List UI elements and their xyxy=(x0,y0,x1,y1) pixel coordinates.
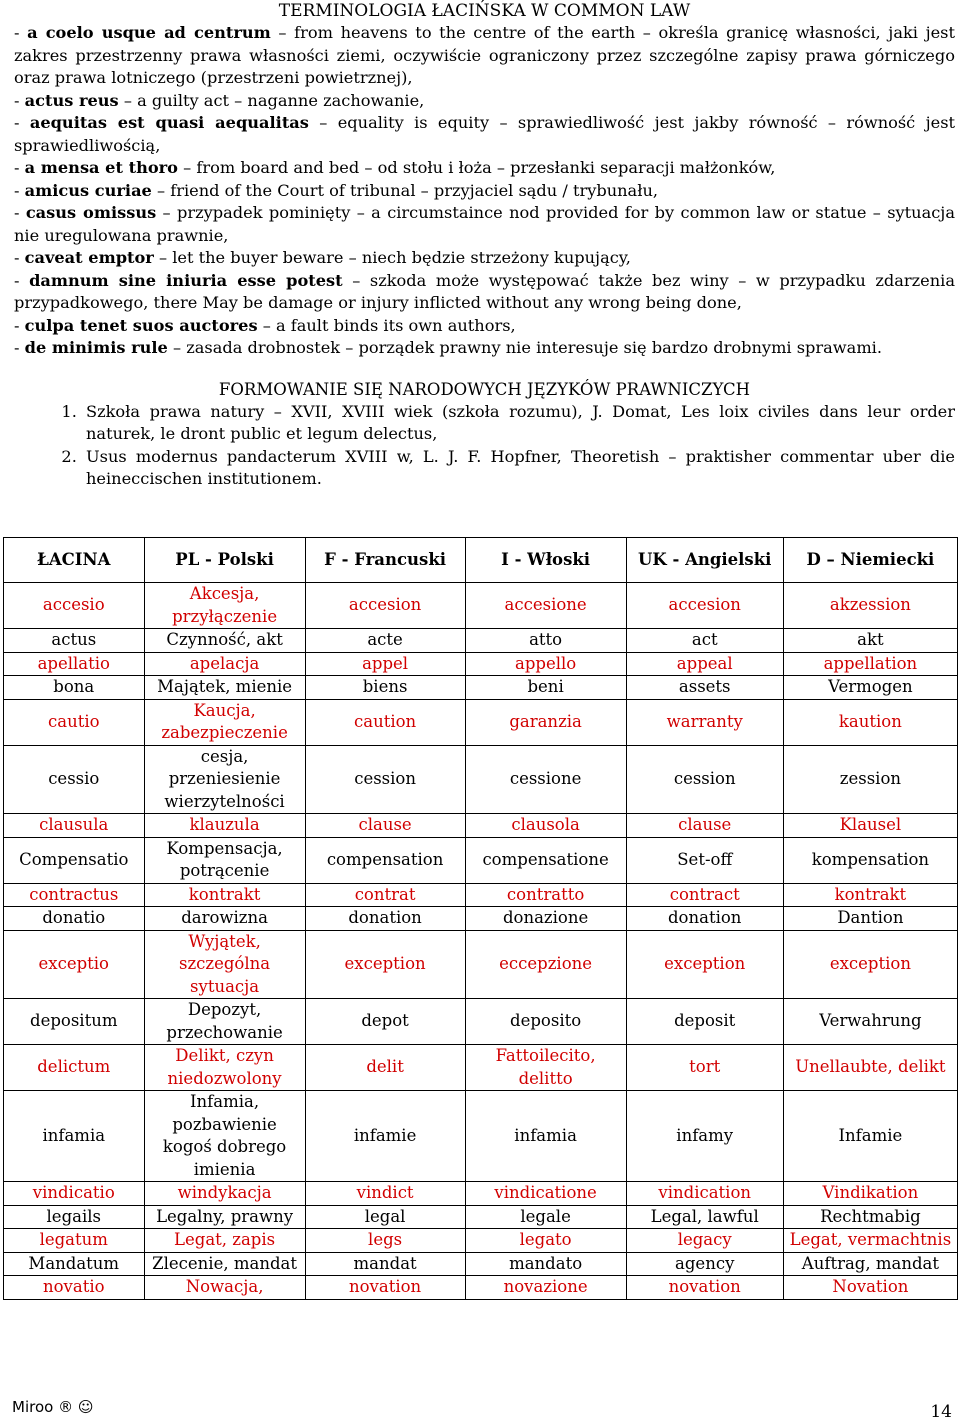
term-definition: – friend of the Court of tribunal – przyjaciel sądu / trybunału, xyxy=(151,180,659,200)
table-cell: Fattoilecito, delitto xyxy=(465,1045,626,1091)
table-cell: legal xyxy=(305,1205,465,1229)
table-cell: accesio xyxy=(4,583,145,629)
table-cell: cautio xyxy=(4,699,145,745)
term-entry xyxy=(14,90,955,113)
table-cell: Vermogen xyxy=(783,676,957,700)
list-item: 2. Usus modernus pandacterum XVIII w, L. J. F. Hopfner, Theoretish – praktisher commentar uber die heineccischen institutionem. xyxy=(82,446,955,491)
table-cell: Kaucja, zabezpieczenie xyxy=(144,699,305,745)
table-cell: acte xyxy=(305,629,465,653)
table-cell: infamia xyxy=(4,1091,145,1182)
table-cell: Akcesja, przyłączenie xyxy=(144,583,305,629)
table-cell: caution xyxy=(305,699,465,745)
table-row xyxy=(4,1205,958,1229)
table-row xyxy=(4,629,958,653)
table-cell: Infamie xyxy=(783,1091,957,1182)
table-row xyxy=(4,676,958,700)
table-cell: akt xyxy=(783,629,957,653)
table-cell: klauzula xyxy=(144,814,305,838)
table-cell: assets xyxy=(626,676,783,700)
table-cell: beni xyxy=(465,676,626,700)
table-cell: zession xyxy=(783,745,957,814)
table-cell: Klausel xyxy=(783,814,957,838)
table-cell: Legat, zapis xyxy=(144,1229,305,1253)
table-cell: Verwahrung xyxy=(783,999,957,1045)
term-name: actus reus xyxy=(24,90,119,110)
table-cell: biens xyxy=(305,676,465,700)
table-cell: novazione xyxy=(465,1276,626,1300)
term-definition: – szkoda może występować także bez winy – w przypadku zdarzenia przypadkowego, there May be damage or injury inflicted without any wrong being done, xyxy=(14,270,955,312)
table-cell: Majątek, mienie xyxy=(144,676,305,700)
table-cell: clause xyxy=(626,814,783,838)
table-cell: cessione xyxy=(465,745,626,814)
table-cell: Nowacja, xyxy=(144,1276,305,1300)
term-name: aequitas est quasi aequalitas xyxy=(29,113,309,132)
table-cell: legale xyxy=(465,1205,626,1229)
table-cell: cesja, przeniesienie wierzytelności xyxy=(144,745,305,814)
table-cell: legs xyxy=(305,1229,465,1253)
table-cell: agency xyxy=(626,1252,783,1276)
table-cell: vindicatione xyxy=(465,1182,626,1206)
table-cell: atto xyxy=(465,629,626,653)
table-cell: contratto xyxy=(465,883,626,907)
footer-author: Miroo ® ☺ xyxy=(12,1398,94,1416)
table-cell: infamie xyxy=(305,1091,465,1182)
terms-list xyxy=(14,22,955,360)
column-header: F - Francuski xyxy=(305,538,465,583)
table-cell: deposito xyxy=(465,999,626,1045)
table-cell: Rechtmabig xyxy=(783,1205,957,1229)
document-page xyxy=(14,0,955,491)
table-cell: cessio xyxy=(4,745,145,814)
page-title: TERMINOLOGIA ŁACIŃSKA W COMMON LAW xyxy=(278,1,691,21)
table-cell: Compensatio xyxy=(4,837,145,883)
table-cell: legails xyxy=(4,1205,145,1229)
table-cell: mandat xyxy=(305,1252,465,1276)
table-cell: Kompensacja, potrącenie xyxy=(144,837,305,883)
table-cell: mandato xyxy=(465,1252,626,1276)
term-name: casus omissus xyxy=(25,203,157,222)
table-cell: Mandatum xyxy=(4,1252,145,1276)
table-cell: infamy xyxy=(626,1091,783,1182)
table-cell: apelacja xyxy=(144,652,305,676)
table-cell: delictum xyxy=(4,1045,145,1091)
term-definition: – from board and bed – od stołu i łoża – przesłanki separacji małżonków, xyxy=(177,158,776,177)
table-cell: contrat xyxy=(305,883,465,907)
table-cell: legato xyxy=(465,1229,626,1253)
table-header-row xyxy=(4,538,958,583)
term-bullet: - xyxy=(14,180,25,200)
column-header: I - Włoski xyxy=(465,538,626,583)
table-row xyxy=(4,1091,958,1182)
table-cell: Unellaubte, delikt xyxy=(783,1045,957,1091)
term-name: culpa tenet suos auctores xyxy=(24,315,258,335)
table-row xyxy=(4,883,958,907)
term-entry xyxy=(14,112,955,157)
table-cell: Wyjątek, szczególna sytuacja xyxy=(144,930,305,999)
table-cell: novatio xyxy=(4,1276,145,1300)
table-cell: donazione xyxy=(465,907,626,931)
table-cell: Set-off xyxy=(626,837,783,883)
term-definition: – a guilty act – naganne zachowanie, xyxy=(118,90,425,110)
table-cell: Czynność, akt xyxy=(144,629,305,653)
table-row xyxy=(4,999,958,1045)
term-name: caveat emptor xyxy=(24,248,154,267)
table-row xyxy=(4,652,958,676)
table-cell: legatum xyxy=(4,1229,145,1253)
table-cell: Infamia, pozbawienie kogoś dobrego imienia xyxy=(144,1091,305,1182)
table-cell: exception xyxy=(626,930,783,999)
term-entry xyxy=(14,337,955,360)
table-row xyxy=(4,1276,958,1300)
section-title: FORMOWANIE SIĘ NARODOWYCH JĘZYKÓW PRAWNICZYCH xyxy=(218,379,751,399)
table-cell: accesione xyxy=(465,583,626,629)
table-cell: vindicatio xyxy=(4,1182,145,1206)
table-cell: warranty xyxy=(626,699,783,745)
table-cell: Depozyt, przechowanie xyxy=(144,999,305,1045)
term-bullet: - xyxy=(14,270,30,290)
table-cell: Dantion xyxy=(783,907,957,931)
table-cell: contract xyxy=(626,883,783,907)
table-cell: accesion xyxy=(305,583,465,629)
page-number: 14 xyxy=(930,1402,952,1422)
term-bullet: - xyxy=(14,113,30,132)
table-cell: appello xyxy=(465,652,626,676)
term-entry xyxy=(14,270,955,315)
table-cell: appellation xyxy=(783,652,957,676)
term-definition: – przypadek pominięty – a circumstaince nod provided for by common law or statue – sytuacja nie uregulowana prawnie, xyxy=(14,203,955,245)
term-name: de minimis rule xyxy=(24,338,168,357)
table-cell: donation xyxy=(626,907,783,931)
term-entry xyxy=(14,202,955,247)
term-bullet: - xyxy=(14,90,25,110)
table-cell: clausula xyxy=(4,814,145,838)
table-body xyxy=(4,583,958,1300)
table-cell: darowizna xyxy=(144,907,305,931)
table-cell: depositum xyxy=(4,999,145,1045)
table-cell: Delikt, czyn niedozwolony xyxy=(144,1045,305,1091)
table-cell: accesion xyxy=(626,583,783,629)
term-entry xyxy=(14,22,955,90)
table-cell: windykacja xyxy=(144,1182,305,1206)
column-header: UK - Angielski xyxy=(626,538,783,583)
table-cell: exception xyxy=(305,930,465,999)
table-cell: actus xyxy=(4,629,145,653)
table-cell: tort xyxy=(626,1045,783,1091)
term-bullet: - xyxy=(14,158,25,177)
table-cell: apellatio xyxy=(4,652,145,676)
table-row xyxy=(4,814,958,838)
table-cell: kaution xyxy=(783,699,957,745)
table-cell: novation xyxy=(305,1276,465,1300)
table-cell: clausola xyxy=(465,814,626,838)
term-bullet: - xyxy=(14,315,25,335)
term-bullet: - xyxy=(14,203,26,222)
table-row xyxy=(4,907,958,931)
term-definition: – from heavens to the centre of the earth – określa granicę własności, jaki jest zakres przestrzenny prawa własności ziemi, oczywiście ograniczony przez szczególne zapisy prawa górniczego oraz prawa lotniczego (przestrzeni powietrznej), xyxy=(14,23,955,87)
table-cell: kompensation xyxy=(783,837,957,883)
table-cell: infamia xyxy=(465,1091,626,1182)
table-cell: Legal, lawful xyxy=(626,1205,783,1229)
term-name: damnum sine iniuria esse potest xyxy=(29,270,343,290)
table-row xyxy=(4,1045,958,1091)
table-cell: Novation xyxy=(783,1276,957,1300)
history-list xyxy=(14,401,955,491)
table-cell: Legalny, prawny xyxy=(144,1205,305,1229)
table-row xyxy=(4,699,958,745)
table-row xyxy=(4,1229,958,1253)
table-cell: deposit xyxy=(626,999,783,1045)
term-definition: – let the buyer beware – niech będzie strzeżony kupujący, xyxy=(153,248,631,267)
table-cell: Legat, vermachtnis xyxy=(783,1229,957,1253)
table-cell: delit xyxy=(305,1045,465,1091)
table-cell: Vindikation xyxy=(783,1182,957,1206)
table-cell: akzession xyxy=(783,583,957,629)
term-name: a coelo usque ad centrum xyxy=(27,23,271,42)
table-cell: act xyxy=(626,629,783,653)
table-cell: donation xyxy=(305,907,465,931)
table-cell: kontrakt xyxy=(144,883,305,907)
table-cell: garanzia xyxy=(465,699,626,745)
column-header: PL - Polski xyxy=(144,538,305,583)
term-bullet: - xyxy=(14,248,25,267)
term-definition: – zasada drobnostek – porządek prawny nie interesuje się bardzo drobnymi sprawami. xyxy=(167,338,882,357)
column-header: ŁACINA xyxy=(4,538,145,583)
table-cell: appel xyxy=(305,652,465,676)
list-item: 1. Szkoła prawa natury – XVII, XVIII wiek (szkoła rozumu), J. Domat, Les loix civiles dans leur order naturek, le dront public et legum delectus, xyxy=(82,401,955,446)
term-entry xyxy=(14,157,955,180)
table-cell: eccepzione xyxy=(465,930,626,999)
column-header: D – Niemiecki xyxy=(783,538,957,583)
table-cell: bona xyxy=(4,676,145,700)
table-cell: vindication xyxy=(626,1182,783,1206)
table-cell: vindict xyxy=(305,1182,465,1206)
term-entry xyxy=(14,180,955,203)
table-row xyxy=(4,837,958,883)
table-row xyxy=(4,1182,958,1206)
table-cell: appeal xyxy=(626,652,783,676)
term-entry xyxy=(14,247,955,270)
term-definition: – equality is equity – sprawiedliwość jest jakby równość – równość jest sprawiedliwością, xyxy=(14,113,956,155)
table-cell: compensation xyxy=(305,837,465,883)
table-cell: cession xyxy=(305,745,465,814)
table-cell: cession xyxy=(626,745,783,814)
table-row xyxy=(4,745,958,814)
table-cell: depot xyxy=(305,999,465,1045)
term-name: a mensa et thoro xyxy=(24,158,178,177)
table-cell: Zlecenie, mandat xyxy=(144,1252,305,1276)
table-cell: novation xyxy=(626,1276,783,1300)
table-row xyxy=(4,1252,958,1276)
term-definition: – a fault binds its own authors, xyxy=(257,315,516,335)
table-cell: clause xyxy=(305,814,465,838)
table-cell: legacy xyxy=(626,1229,783,1253)
table-cell: exception xyxy=(783,930,957,999)
term-name: amicus curiae xyxy=(24,180,152,200)
table-cell: donatio xyxy=(4,907,145,931)
table-cell: contractus xyxy=(4,883,145,907)
table-cell: compensatione xyxy=(465,837,626,883)
table-cell: Auftrag, mandat xyxy=(783,1252,957,1276)
term-bullet: - xyxy=(14,23,28,42)
terminology-table xyxy=(3,537,958,1300)
term-bullet: - xyxy=(14,338,25,357)
table-row xyxy=(4,930,958,999)
table-cell: exceptio xyxy=(4,930,145,999)
table-cell: kontrakt xyxy=(783,883,957,907)
table-row xyxy=(4,583,958,629)
term-entry xyxy=(14,315,955,338)
